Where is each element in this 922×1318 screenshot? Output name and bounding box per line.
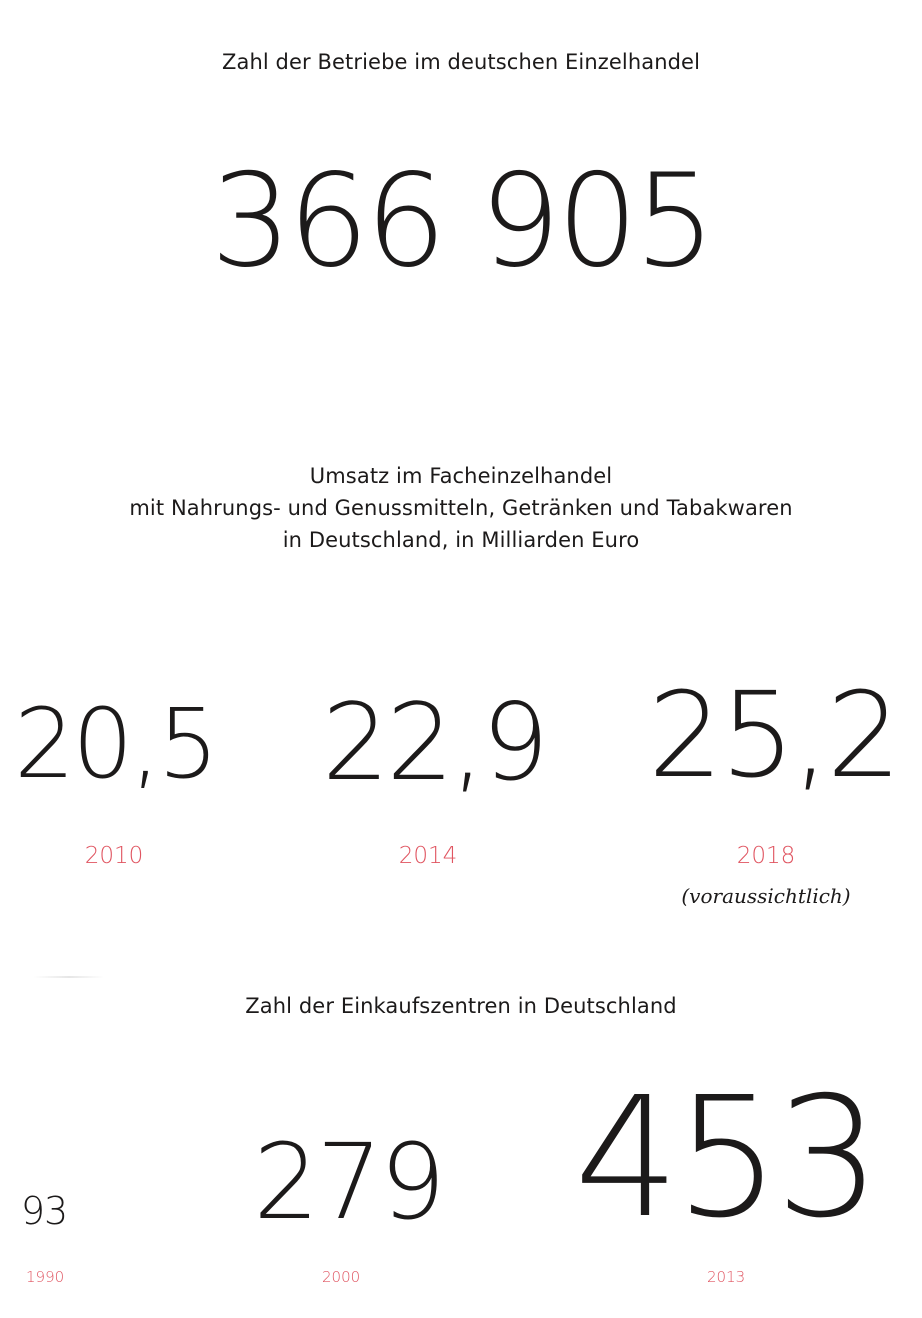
- revenue-title-line-1: Umsatz im Facheinzelhandel: [309, 464, 613, 488]
- businesses-count: 366 905: [210, 147, 712, 296]
- divider: [34, 976, 104, 978]
- revenue-title-line-3: in Deutschland, in Milliarden Euro: [282, 528, 640, 552]
- revenue-value-2014: 22,9: [322, 681, 547, 804]
- revenue-value-2010: 20,5: [14, 688, 216, 800]
- malls-value-2000: 279: [253, 1121, 443, 1243]
- malls-title: Zahl der Einkaufszentren in Deutschland: [245, 994, 677, 1018]
- revenue-title-line-2: mit Nahrungs- und Genussmitteln, Getränken und Tabakwaren: [129, 496, 793, 520]
- malls-year-2000: 2000: [322, 1268, 361, 1286]
- malls-year-2013: 2013: [707, 1268, 746, 1286]
- revenue-title: [0, 460, 922, 556]
- revenue-value-2018: 25,2: [648, 666, 899, 804]
- revenue-year-2010: 2010: [84, 843, 144, 869]
- revenue-year-2014: 2014: [398, 843, 458, 869]
- revenue-year-2018: 2018: [736, 843, 796, 869]
- malls-value-1990: 93: [20, 1189, 68, 1233]
- businesses-title: Zahl der Betriebe im deutschen Einzelhandel: [221, 50, 701, 74]
- malls-value-2013: 453: [574, 1062, 876, 1255]
- revenue-forecast-note: (voraussichtlich): [681, 884, 851, 908]
- malls-year-1990: 1990: [26, 1268, 65, 1286]
